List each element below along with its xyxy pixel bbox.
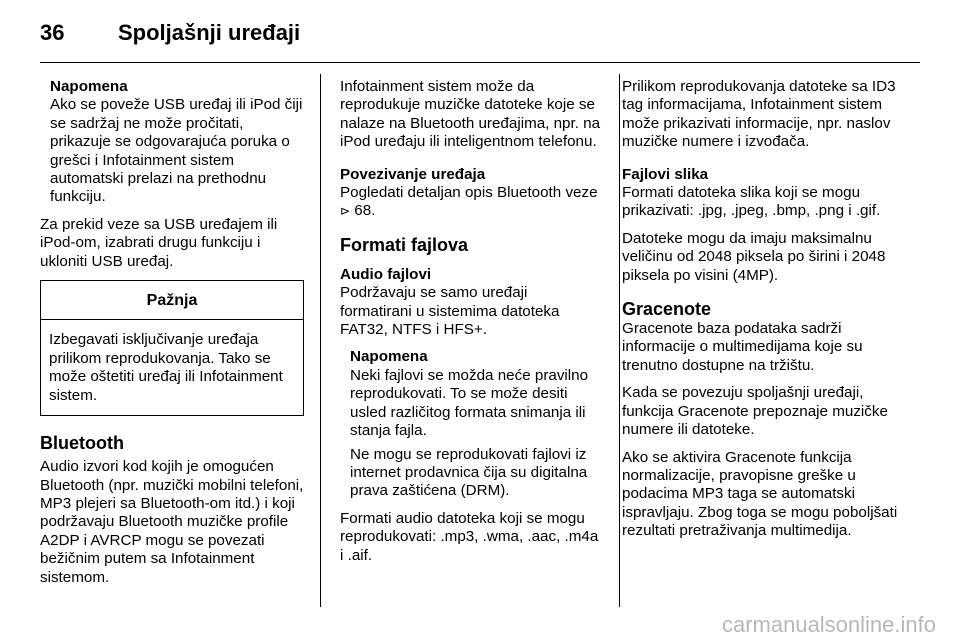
usb-disconnect-paragraph: Za prekid veze sa USB uređajem ili iPod-om, izabrati drugu funkciju i ukloniti USB uređaj.	[40, 215, 278, 270]
gracenote-paragraph-1: Gracenote baza podataka sadrži informacije o multimedijama koje su trenutno dostupne na tržištu.	[622, 320, 863, 374]
warning-box	[40, 280, 304, 416]
column-divider-2	[619, 74, 620, 607]
column-3	[622, 78, 902, 550]
bluetooth-heading: Bluetooth	[40, 433, 124, 454]
header-rule	[40, 62, 920, 63]
note-title-2: Napomena	[350, 348, 428, 366]
connect-text: Pogledati detaljan opis Bluetooth veze	[340, 184, 598, 202]
image-size-text: Datoteke mogu da imaju maksimalnu veličinu od 2048 piksela po širini i 2048 piksela po visini (4MP).	[622, 229, 886, 284]
connect-paragraph	[340, 184, 602, 221]
gracenote-paragraph-2: Kada se povezuju spoljašnji uređaji, funkcija Gracenote prepoznaje muzičke numere ili datoteke.	[622, 384, 888, 439]
page-title: Spoljašnji uređaji	[118, 20, 301, 45]
note-block	[40, 78, 304, 207]
reference-arrow-icon: ⊳	[340, 204, 351, 219]
warning-title: Pažnja	[41, 281, 303, 320]
note-title: Napomena	[50, 78, 128, 95]
column-1	[40, 78, 304, 596]
note-paragraph-1: Neki fajlovi se možda neće pravilno reprodukovati. To se može desiti usled različitog formata snimanja ili stanja fajla.	[350, 366, 589, 440]
column-2	[340, 78, 602, 574]
audio-text: Podržavaju se samo uređaji formatirani u sistemima datoteka FAT32, NTFS i HFS+.	[340, 284, 560, 339]
note-text: Ako se poveže USB uređaj ili iPod čiji se sadržaj ne može pročitati, prikazuje se odgovarajuća poruka o grešci i Infotainment sistem automatski prelazi na prethodnu funkciju.	[50, 96, 303, 206]
id3-paragraph: Prilikom reprodukovanja datoteke sa ID3 tag informacijama, Infotainment sistem može prikazivati informacije, npr. naslov muzičke numere i izvođača.	[622, 78, 896, 151]
audio-formats-paragraph: Formati audio datoteka koji se mogu reprodukovati: .mp3, .wma, .aac, .m4a i .aif.	[340, 509, 599, 564]
image-files-heading: Fajlovi slika	[622, 165, 709, 183]
connect-page-reference[interactable]: 68.	[354, 202, 376, 220]
note-paragraph-2: Ne mogu se reprodukovati fajlovi iz internet prodavnica čija su digitalna prava zaštićena (DRM).	[350, 445, 588, 500]
note-block-2	[340, 348, 602, 500]
gracenote-paragraph-3: Ako se aktivira Gracenote funkcija normalizacije, pravopisne greške u podacima MP3 taga se automatski ispravljaju. Zbog toga se mogu poboljšati rezultati pretraživanja multimedija.	[622, 448, 898, 540]
connect-heading: Povezivanje uređaja	[340, 165, 486, 183]
formats-heading: Formati fajlova	[340, 234, 469, 255]
watermark: carmanualsonline.info	[721, 612, 936, 637]
audio-heading: Audio fajlovi	[340, 265, 432, 283]
warning-text: Izbegavati isključivanje uređaja prilikom reprodukovanja. Tako se može oštetiti uređaj ili Infotainment sistem.	[49, 331, 283, 404]
column-divider-1	[320, 74, 321, 607]
bluetooth-playback-paragraph: Infotainment sistem može da reprodukuje muzičke datoteke koje se nalaze na Bluetooth uređajima, npr. na iPod uređaju ili inteligentnom telefonu.	[340, 78, 601, 151]
image-formats-text: Formati datoteka slika koji se mogu prikazivati: .jpg, .jpeg, .bmp, .png i .gif.	[622, 184, 881, 220]
gracenote-heading: Gracenote	[622, 299, 712, 320]
page-number: 36	[40, 20, 65, 45]
bluetooth-text: Audio izvori kod kojih je omogućen Bluetooth (npr. muzički mobilni telefoni, MP3 plejeri sa Bluetooth-om itd.) i koji podržavaju Bluetooth muzičke profile A2DP i AVRCP mogu se povezati bežičnim putem sa Infotainment sistemom.	[40, 458, 304, 586]
